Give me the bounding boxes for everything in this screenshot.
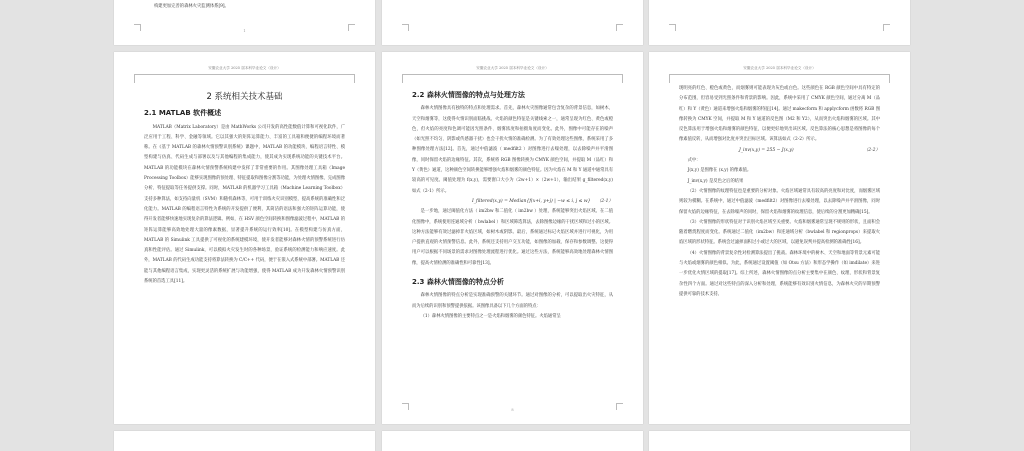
header-rule [669, 74, 890, 82]
document-page-3 [649, 52, 910, 424]
page-next-3 [649, 431, 910, 451]
page-corner-mark [616, 24, 623, 31]
equation-body: J_inv(x,y) = 255 − J(x,y) [739, 147, 794, 153]
page-next-2 [382, 431, 643, 451]
paragraph: （4）火情图像的背景复杂性对检测算法提出了挑战。森林环境中的树木、天空和地面等背景元素可能与火焰或烟雾的颜色相似。为此，系统通过设置阈值（如 Otsu 方法）和形态学操作（如 imdilate）来进一步优化火情区域的提取[17]。综上所述，森林火情图像的点分析主要集中在颜色、纹理、形状和背景复杂性四个方面。通过对这些特点的深入分析和处理，系统能够有效识别火情信息，为森林火灾的早期预警提供可靠的技术支持。 [679, 250, 880, 297]
chapter-title: 2 系统相关技术基础 [206, 92, 283, 102]
page-number: 1 [243, 29, 246, 33]
page-header: 安徽农业大学 2025 届本科毕业论文（设计） [208, 66, 281, 70]
page-previous-3 [649, 0, 910, 45]
header-rule [402, 74, 623, 82]
page-header: 安徽农业大学 2025 届本科毕业论文（设计） [476, 66, 549, 70]
document-page-2 [382, 52, 643, 424]
where-label: 式中： [687, 158, 701, 164]
paragraph: （2）火情图像的纹理特征也是重要的分析对象。火焰区域通常具有较高的亮度和对比度，而烟雾区域则较为模糊。在系统中，通过中值滤波（medfilt2）对图像进行去噪处理，以去除噪声并平滑图像，同时保留火焰的边缘特征，在去除噪声的同时，保留火焰和烟雾的纹理信息，使后续的分割更加精确[15]。 [679, 188, 880, 215]
equation-2-2 [679, 146, 880, 156]
section-heading: 2.3 森林火情图像的特点分析 [412, 278, 504, 287]
section-heading: 2.1 MATLAB 软件概述 [144, 109, 222, 118]
paragraph: 森林火情图像的特点分析是实现准确预警的关键环节。通过对图像的分析，可以提取出火灾特征，从而为后续的识别和预警提供依据。该图像具备以下几个方面的特点： [412, 293, 613, 309]
page-previous-2 [382, 0, 643, 45]
page-corner-mark [669, 24, 676, 31]
equation-label: （2-2） [863, 147, 880, 153]
equation-label: （2-1） [596, 198, 613, 204]
paragraph: MATLAB（Matrix Laboratory）是由 MathWorks 公司开发的高性能数值计算和可视化软件，广泛应用于工程、科学、金融等领域。它以其强大的矩阵运算能力、丰富的工具箱和便捷的编程环境而著称。在《基于 MATLAB 的森林火情预警识别系统》课题中，MATLAB 的功能模块、编程语言特性、模型构建与仿真、代码生成与部署以及与其他编程的集成能力，使其成为实现系统功能的关键技术平台。MATLAB 的功能模块在森林火情预警系统构建中发挥了非常重要的作用。其图像处理工具箱（Image Processing Toolbox）能够实现图像的预处理、特征提取和图像分割等功能，为处理火情图像、完成图像分析、特征提取等任务提供支撑。同时，MATLAB 的机器学习工具箱（Machine Learning Toolbox）支持多种算法，如支持向量机（SVM）和随机森林等，可用于训练火灾识别模型，提高系统的准确性和泛化能力。MATLAB 的编程语言特性为系统的开发提供了便利，其简洁的语法和强大的矩阵运算功能，使得开发者能够快速地实现复杂的算法逻辑。例如，在 HSV 颜色空间转换和图像滤波过程中，MATLAB 的矩阵运算能够高效地处理大量的像素数据，显著提升系统的运行效率[10]。在模型构建与仿真方面，MATLAB 的 Simulink 工具提供了可视化的系统建模环境，使开发者能够对森林火情的预警系统进行仿真和性能评估。通过 Simulink，可以模拟火灾发生时的各种场景，验证系统的检测能力和响应速度。此外，MATLAB 的代码生成功能支持将算法转换为 C/C++ 代码，便于在嵌入式系统中部署。MATLAB 还能与其他编程语言集成，实现更灵活的系统扩展与功能增强，使得 MATLAB 成为开发森林火情预警识别系统的首选工具[11]。 [144, 124, 345, 285]
page-next-1 [114, 431, 375, 451]
page-corner-mark [402, 24, 409, 31]
page-previous-1 [114, 0, 375, 45]
paragraph: （1）森林火情图像的主要特点之一是火焰和烟雾的颜色特征。火焰通常呈 [420, 313, 561, 319]
definition: J(x,y) 是图像在 (x,y) 的像素值。 [687, 168, 752, 174]
paragraph: 现明亮的红色、橙色或黄色，而烟雾则可能表现为灰色或白色。这些颜色在 RGB 颜色空间中具有特定的分布范围，但容易受到光照条件和背景的影响。因此，系统中采用了 CMYK 颜色空间，通过分离 M（品红）和 Y（黄色）通道来增强火焰和烟雾的特征[14]。通过 makecform 和 applycform 函数将 RGB 图像转换为 CMYK 空间，并提取 M 和 Y 通道的反色图（M2 和 Y2），从而突出火焰和烟雾的区域。其中反色算法用于增强火焰和烟雾的颜色特征，以便更好地突出该区域。反色算法的核心思想是将图像的每个像素值反转，从而增强对比度并突出目标区域。该算法如式（2-2）所示。 [679, 86, 880, 143]
paragraph: 森林火情图像具有独特的特点和处理需求。首先，森林火灾图像通常包含复杂的背景信息，如树木、天空和烟雾等，这使得火情识别面临挑战。火焰的颜色特征是关键线索之一，通常呈现为红色、黄色或橙色，但火焰的亮度和色调可能因光照条件、烟雾浓度和拍摄角度而变化。此外，图像中可能存在的噪声（如光照不均匀、阴影或传感器干扰）也会干扰火情的准确检测。为了有效处理这些图像，系统采用了多种图像处理方法[12]。首先，通过中值滤波（ medfilt2 ）对图像进行去噪处理，以去除噪声并平滑图像，同时保留火焰的边缘特征。其次，系统将 RGB 图像转换为 CMYK 颜色空间，并提取 M（品红）和 Y（黄色）通道，这种颜色空间转换能够增强火焰和烟雾的颜色特征。因为火焰在 M 和 Y 通道中通常具有较高的可见度。阈值处理为 f(x,y)，需要窗口大小为（2w+1）×（2w+1），输出结果 g_filtered(x,y) 如式（2-1）所示。 [412, 106, 613, 194]
equation-body: I_filtered(x,y) = Median{f(x+i, y+j) | −w ≤ i, j ≤ w} [472, 198, 591, 204]
equation-2-1 [412, 197, 613, 207]
section-heading: 2.2 森林火情图像的特点与处理方法 [412, 91, 525, 99]
page-number: 8 [511, 408, 514, 412]
page-text: 构建更加完善的森林火灾监测体系[9]。 [154, 4, 229, 9]
header-rule [134, 74, 355, 82]
page-corner-mark [883, 24, 890, 31]
page-header: 安徽农业大学 2025 届本科毕业论文（设计） [743, 66, 816, 70]
document-page-1 [114, 52, 375, 424]
paragraph: （3）火情图像的形状特征对于识别火焰区域至关重要。火焰和烟雾通常呈现不规则的形状，且面积会随着燃烧程度而变化。系统通过二值化（im2bw）和连通域分析（bwlabel 和 regionprops）来提取火焰区域的形状特征。系统会过滤掉面积过小或过大的区域，以避免误判并提高检测的准确性[16]。 [679, 219, 880, 246]
definition: J_inv(x,y) 是反色之后的结果 [687, 178, 744, 184]
paragraph: 是一步地，通过阈值化方法（ im2bw 和二值化（ im2bw ）处理，系统能够突出火焰区域。在二值化图像中，系统使用连通域分析（ bwlabel ）和区域筛选算法，去除图像边缘的干扰区域和过小的区域。这种方法能够有效过滤掉非火焰区域，如树木或阴影。最后，系统通过标记火焰区域并进行可视化，为用户提供直观的火情预警信息。此外，系统还支持用户交互功能，如图像的加载、保存和参数调整。这使得用户可以根据不同场景的需求对图像处理流程进行优化。通过这些方法，系统能够高效地处理森林火情图像，提高火情检测的准确性和可靠性[13]。 [412, 209, 613, 266]
